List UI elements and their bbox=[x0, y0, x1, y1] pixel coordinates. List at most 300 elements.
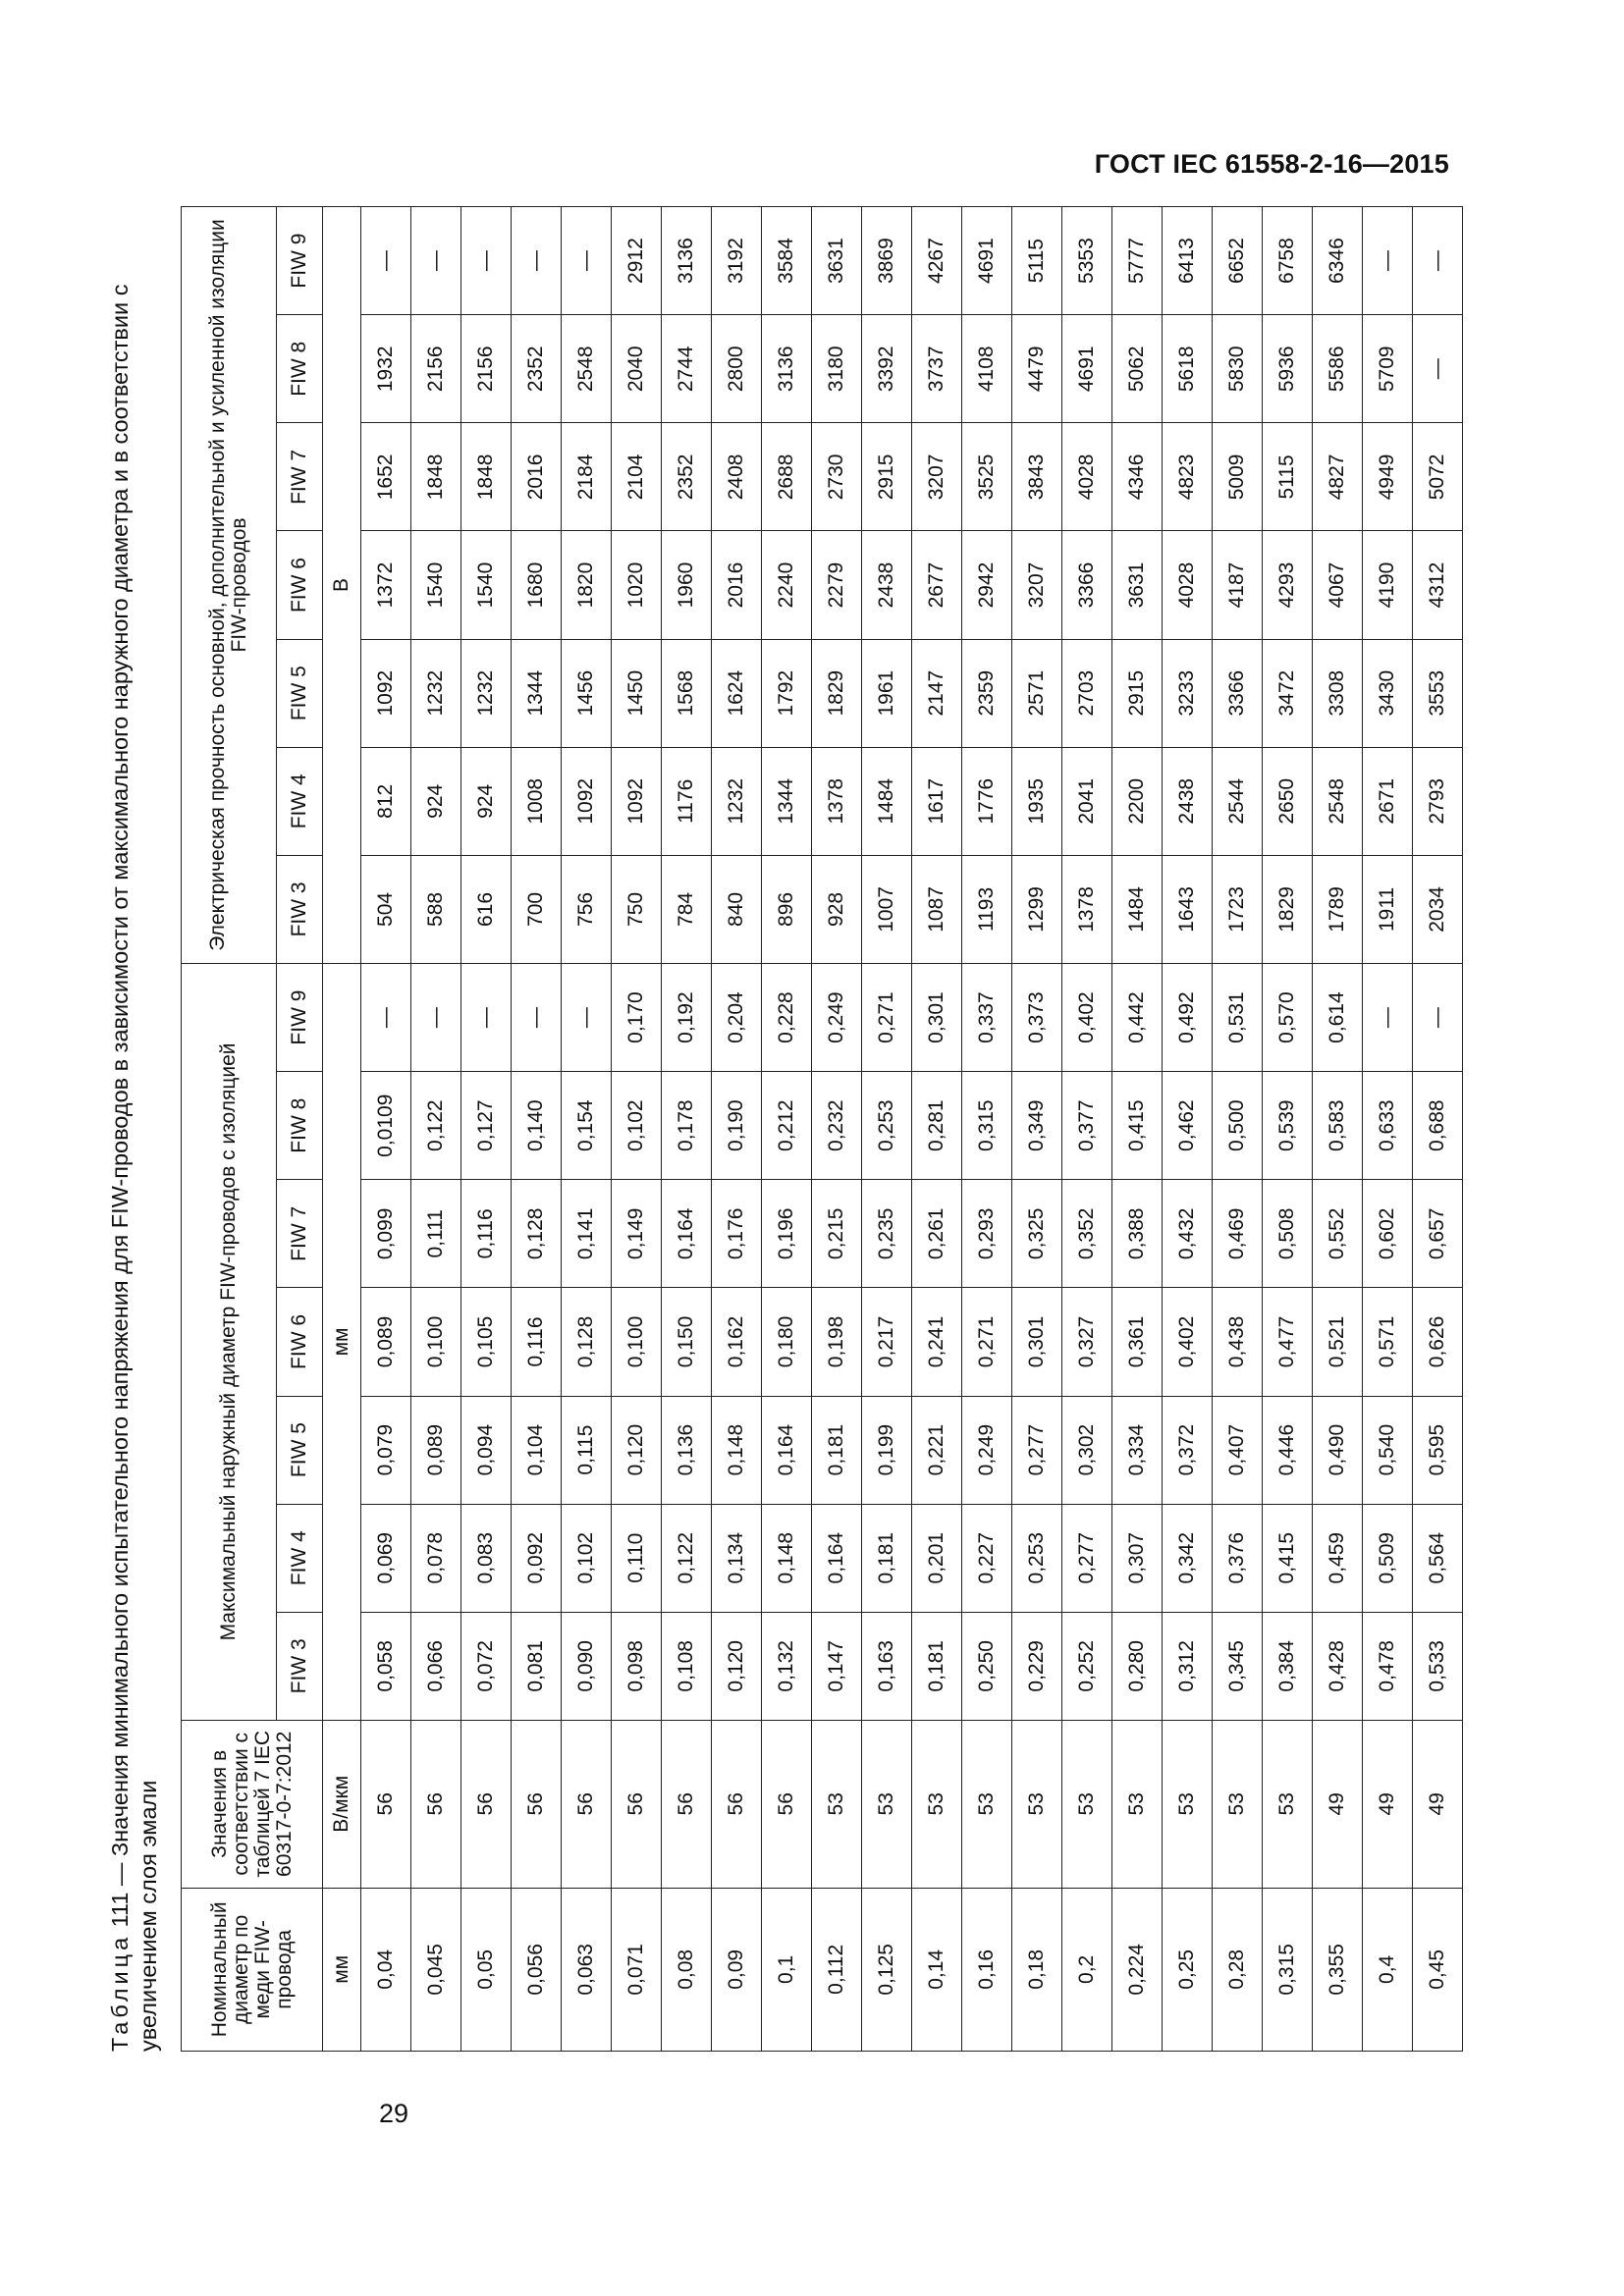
table-cell: 3430 bbox=[1363, 639, 1413, 747]
table-cell: 2688 bbox=[762, 423, 812, 531]
table-cell: 56 bbox=[411, 1720, 461, 1888]
table-row bbox=[1313, 207, 1363, 2052]
standard-designation: ГОСТ IEC 61558-2-16—2015 bbox=[1094, 149, 1449, 179]
table-cell: 0,459 bbox=[1313, 1504, 1363, 1612]
table-cell: 928 bbox=[812, 855, 862, 963]
table-cell: 0,104 bbox=[512, 1396, 562, 1504]
table-cell: 2200 bbox=[1112, 747, 1163, 855]
table-cell: 5115 bbox=[1263, 423, 1313, 531]
table-cell: 6413 bbox=[1163, 207, 1213, 315]
table-cell: 0,540 bbox=[1363, 1396, 1413, 1504]
table-cell: 0,261 bbox=[912, 1180, 962, 1288]
header-grade: FIW 8 bbox=[277, 1072, 323, 1180]
table-cell: — bbox=[361, 963, 411, 1071]
table-cell: 0,1 bbox=[762, 1888, 812, 2051]
table-cell: 56 bbox=[712, 1720, 762, 1888]
table-cell: 49 bbox=[1363, 1720, 1413, 1888]
table-cell: 0,122 bbox=[662, 1504, 712, 1612]
table-cell: 0,352 bbox=[1062, 1180, 1112, 1288]
table-cell: 0,250 bbox=[962, 1612, 1012, 1720]
table-cell: 0,28 bbox=[1213, 1888, 1263, 2051]
table-cell: 3843 bbox=[1012, 423, 1062, 531]
table-cell: 4067 bbox=[1313, 531, 1363, 639]
table-cell: 1911 bbox=[1363, 855, 1413, 963]
table-cell: 0,657 bbox=[1413, 1180, 1463, 1288]
table-cell: 0,102 bbox=[562, 1504, 612, 1612]
table-cell: 0,212 bbox=[762, 1072, 812, 1180]
table-cell: 0,115 bbox=[562, 1396, 612, 1504]
table-cell: 0,116 bbox=[512, 1288, 562, 1396]
table-cell: 2359 bbox=[962, 639, 1012, 747]
table-cell: 0,571 bbox=[1363, 1288, 1413, 1396]
table-cell: 0,407 bbox=[1213, 1396, 1263, 1504]
table-cell: 0,327 bbox=[1062, 1288, 1112, 1396]
table-cell: 1540 bbox=[461, 531, 512, 639]
table-cell: 1484 bbox=[862, 747, 912, 855]
table-cell: 2352 bbox=[662, 423, 712, 531]
table-cell: 0,228 bbox=[762, 963, 812, 1071]
table-cell: 0,192 bbox=[662, 963, 712, 1071]
table-cell: 2438 bbox=[862, 531, 912, 639]
table-cell: 0,045 bbox=[411, 1888, 461, 2051]
table-cell: 784 bbox=[662, 855, 712, 963]
table-cell: 0,148 bbox=[712, 1396, 762, 1504]
table-cell: 1344 bbox=[512, 639, 562, 747]
table-row bbox=[1112, 207, 1163, 2052]
table-cell: 0,162 bbox=[712, 1288, 762, 1396]
table-cell: — bbox=[361, 207, 411, 315]
table-cell: 0,128 bbox=[562, 1288, 612, 1396]
table-cell: 3631 bbox=[1112, 531, 1163, 639]
table-cell: 0,462 bbox=[1163, 1072, 1213, 1180]
table-cell: 840 bbox=[712, 855, 762, 963]
table-cell: 1680 bbox=[512, 531, 562, 639]
table-cell: 0,373 bbox=[1012, 963, 1062, 1071]
table-cell: 0,2 bbox=[1062, 1888, 1112, 2051]
table-row bbox=[862, 207, 912, 2052]
header-grade: FIW 7 bbox=[277, 1180, 323, 1288]
table-row bbox=[1213, 207, 1263, 2052]
table-cell: 0,224 bbox=[1112, 1888, 1163, 2051]
table-cell: 2544 bbox=[1213, 747, 1263, 855]
unit-max-outer-diameter: мм bbox=[323, 963, 361, 1720]
table-cell: 0,301 bbox=[1012, 1288, 1062, 1396]
table-cell: 3525 bbox=[962, 423, 1012, 531]
table-row bbox=[562, 207, 612, 2052]
table-cell: 0,204 bbox=[712, 963, 762, 1071]
table-cell: 0,190 bbox=[712, 1072, 762, 1180]
table-cell: 2352 bbox=[512, 315, 562, 423]
table-cell: 1176 bbox=[662, 747, 712, 855]
table-cell: 2156 bbox=[461, 315, 512, 423]
table-cell: 0,196 bbox=[762, 1180, 812, 1288]
table-cell: 1378 bbox=[1062, 855, 1112, 963]
table-cell: 0,089 bbox=[411, 1396, 461, 1504]
table-cell: 0,122 bbox=[411, 1072, 461, 1180]
table-cell: 0,277 bbox=[1062, 1504, 1112, 1612]
table-cell: 3233 bbox=[1163, 639, 1213, 747]
table-cell: 0,232 bbox=[812, 1072, 862, 1180]
table-cell: 4346 bbox=[1112, 423, 1163, 531]
table-cell: 0,164 bbox=[662, 1180, 712, 1288]
table-cell: 4190 bbox=[1363, 531, 1413, 639]
table-cell: 2571 bbox=[1012, 639, 1062, 747]
table-cell: 0,08 bbox=[662, 1888, 712, 2051]
table-cell: 2942 bbox=[962, 531, 1012, 639]
table-cell: 2793 bbox=[1413, 747, 1463, 855]
table-cell: 53 bbox=[1213, 1720, 1263, 1888]
table-cell: 0,112 bbox=[812, 1888, 862, 2051]
table-cell: 0,271 bbox=[862, 963, 912, 1071]
table-cell: 3207 bbox=[1012, 531, 1062, 639]
header-grade: FIW 3 bbox=[277, 1612, 323, 1720]
table-cell: 53 bbox=[1062, 1720, 1112, 1888]
table-cell: 1961 bbox=[862, 639, 912, 747]
table-row bbox=[612, 207, 662, 2052]
table-cell: 0,125 bbox=[862, 1888, 912, 2051]
table-cell: 0,415 bbox=[1263, 1504, 1313, 1612]
table-cell: 1456 bbox=[562, 639, 612, 747]
table-cell: 0,442 bbox=[1112, 963, 1163, 1071]
table-cell: 53 bbox=[1263, 1720, 1313, 1888]
table-cell: 0,345 bbox=[1213, 1612, 1263, 1720]
table-cell: 0,415 bbox=[1112, 1072, 1163, 1180]
table-cell: 5009 bbox=[1213, 423, 1263, 531]
table-cell: 53 bbox=[912, 1720, 962, 1888]
header-grade: FIW 5 bbox=[277, 1396, 323, 1504]
table-row bbox=[1062, 207, 1112, 2052]
table-cell: 2912 bbox=[612, 207, 662, 315]
table-cell: 1193 bbox=[962, 855, 1012, 963]
table-cell: 0,215 bbox=[812, 1180, 862, 1288]
table-cell: 5115 bbox=[1012, 207, 1062, 315]
table-cell: 1092 bbox=[612, 747, 662, 855]
table-cell: 0,315 bbox=[962, 1072, 1012, 1180]
table-cell: 1450 bbox=[612, 639, 662, 747]
table-cell: 5072 bbox=[1413, 423, 1463, 531]
table-cell: 0,136 bbox=[662, 1396, 712, 1504]
table-cell: 4827 bbox=[1313, 423, 1363, 531]
table-cell: 0,0109 bbox=[361, 1072, 411, 1180]
table-cell: 4479 bbox=[1012, 315, 1062, 423]
table-cell: 56 bbox=[762, 1720, 812, 1888]
table-cell: 0,521 bbox=[1313, 1288, 1363, 1396]
table-cell: 2703 bbox=[1062, 639, 1112, 747]
table-cell: 1007 bbox=[862, 855, 912, 963]
table-cell: 0,181 bbox=[862, 1504, 912, 1612]
table-cell: 1232 bbox=[712, 747, 762, 855]
page-number: 29 bbox=[379, 2099, 409, 2128]
table-cell: 1372 bbox=[361, 531, 411, 639]
table-cell: 2034 bbox=[1413, 855, 1463, 963]
table-cell: 0,069 bbox=[361, 1504, 411, 1612]
table-cell: 1299 bbox=[1012, 855, 1062, 963]
test-voltage-table bbox=[181, 206, 1463, 2052]
table-cell: 2104 bbox=[612, 423, 662, 531]
table-cell: 0,071 bbox=[612, 1888, 662, 2051]
table-cell: 2016 bbox=[512, 423, 562, 531]
table-body bbox=[361, 207, 1463, 2052]
table-cell: 53 bbox=[1112, 1720, 1163, 1888]
table-cell: 0,105 bbox=[461, 1288, 512, 1396]
table-cell: 1829 bbox=[812, 639, 862, 747]
table-cell: 0,066 bbox=[411, 1612, 461, 1720]
table-cell: 0,178 bbox=[662, 1072, 712, 1180]
table-cell: 1020 bbox=[612, 531, 662, 639]
table-cell: 0,181 bbox=[912, 1612, 962, 1720]
table-cell: 3631 bbox=[812, 207, 862, 315]
header-grade: FIW 3 bbox=[277, 855, 323, 963]
table-cell: 0,128 bbox=[512, 1180, 562, 1288]
table-cell: 2650 bbox=[1263, 747, 1313, 855]
table-cell: 0,500 bbox=[1213, 1072, 1263, 1180]
table-cell: — bbox=[461, 963, 512, 1071]
table-cell: 0,100 bbox=[612, 1288, 662, 1396]
table-cell: 0,315 bbox=[1263, 1888, 1313, 2051]
table-cell: — bbox=[411, 207, 461, 315]
table-cell: 896 bbox=[762, 855, 812, 963]
table-cell: 0,083 bbox=[461, 1504, 512, 1612]
table-cell: 0,633 bbox=[1363, 1072, 1413, 1180]
unit-iec-values: В/мкм bbox=[323, 1720, 361, 1888]
table-cell: 0,127 bbox=[461, 1072, 512, 1180]
table-row bbox=[762, 207, 812, 2052]
header-max-outer-diameter: Максимальный наружный диаметр FIW-проводов с изоляцией bbox=[182, 963, 277, 1720]
table-cell: 0,4 bbox=[1363, 1888, 1413, 2051]
table-cell: 0,355 bbox=[1313, 1888, 1363, 2051]
table-cell: — bbox=[562, 207, 612, 315]
table-cell: 0,281 bbox=[912, 1072, 962, 1180]
table-cell: 0,372 bbox=[1163, 1396, 1213, 1504]
table-cell: 0,342 bbox=[1163, 1504, 1213, 1612]
header-grade: FIW 7 bbox=[277, 423, 323, 531]
table-cell: 0,349 bbox=[1012, 1072, 1062, 1180]
table-cell: — bbox=[1413, 315, 1463, 423]
header-grade: FIW 9 bbox=[277, 207, 323, 315]
table-cell: 3192 bbox=[712, 207, 762, 315]
table-cell: 2800 bbox=[712, 315, 762, 423]
table-cell: 0,688 bbox=[1413, 1072, 1463, 1180]
table-cell: 0,307 bbox=[1112, 1504, 1163, 1612]
table-cell: 0,16 bbox=[962, 1888, 1012, 2051]
table-row bbox=[812, 207, 862, 2052]
table-cell: 2240 bbox=[762, 531, 812, 639]
table-row bbox=[712, 207, 762, 2052]
table-cell: 3366 bbox=[1062, 531, 1112, 639]
table-cell: 0,249 bbox=[812, 963, 862, 1071]
header-grade: FIW 6 bbox=[277, 1288, 323, 1396]
table-cell: 3472 bbox=[1263, 639, 1313, 747]
table-cell: 0,277 bbox=[1012, 1396, 1062, 1504]
table-cell: 0,376 bbox=[1213, 1504, 1263, 1612]
table-cell: 0,477 bbox=[1263, 1288, 1313, 1396]
table-cell: 0,301 bbox=[912, 963, 962, 1071]
table-cell: 0,089 bbox=[361, 1288, 411, 1396]
table-cell: 616 bbox=[461, 855, 512, 963]
table-cell: 924 bbox=[461, 747, 512, 855]
table-cell: 0,154 bbox=[562, 1072, 612, 1180]
table-cell: 3584 bbox=[762, 207, 812, 315]
table-cell: 700 bbox=[512, 855, 562, 963]
header-iec-values: Значения в соответствии с таблицей 7 IEC 60317-0-7:2012 bbox=[182, 1720, 323, 1888]
table-cell: 56 bbox=[461, 1720, 512, 1888]
table-cell: 3207 bbox=[912, 423, 962, 531]
table-cell: 6346 bbox=[1313, 207, 1363, 315]
table-cell: 0,614 bbox=[1313, 963, 1363, 1071]
table-cell: 1232 bbox=[411, 639, 461, 747]
table-cell: 0,509 bbox=[1363, 1504, 1413, 1612]
table-cell: 0,180 bbox=[762, 1288, 812, 1396]
table-cell: 0,221 bbox=[912, 1396, 962, 1504]
table-cell: — bbox=[1413, 963, 1463, 1071]
table-cell: 0,04 bbox=[361, 1888, 411, 2051]
table-cell: 0,312 bbox=[1163, 1612, 1213, 1720]
table-cell: 49 bbox=[1313, 1720, 1363, 1888]
table-cell: 0,241 bbox=[912, 1288, 962, 1396]
table-cell: 0,492 bbox=[1163, 963, 1213, 1071]
table-cell: 0,201 bbox=[912, 1504, 962, 1612]
table-cell: 56 bbox=[562, 1720, 612, 1888]
table-cell: 0,249 bbox=[962, 1396, 1012, 1504]
table-cell: 0,108 bbox=[662, 1612, 712, 1720]
table-cell: 1092 bbox=[562, 747, 612, 855]
table-cell: 2677 bbox=[912, 531, 962, 639]
table-cell: 53 bbox=[862, 1720, 912, 1888]
rotated-table-block bbox=[106, 206, 1461, 2052]
table-cell: — bbox=[1413, 207, 1463, 315]
table-caption bbox=[106, 206, 163, 2052]
table-cell: 0,09 bbox=[712, 1888, 762, 2051]
table-cell: 0,092 bbox=[512, 1504, 562, 1612]
table-cell: 0,098 bbox=[612, 1612, 662, 1720]
table-cell: 1848 bbox=[411, 423, 461, 531]
table-cell: 0,063 bbox=[562, 1888, 612, 2051]
table-cell: 0,149 bbox=[612, 1180, 662, 1288]
table-cell: 0,056 bbox=[512, 1888, 562, 2051]
table-cell: 1624 bbox=[712, 639, 762, 747]
table-cell: 5062 bbox=[1112, 315, 1163, 423]
header-grade: FIW 6 bbox=[277, 531, 323, 639]
table-cell: 1344 bbox=[762, 747, 812, 855]
header-grade: FIW 5 bbox=[277, 639, 323, 747]
table-cell: 2438 bbox=[1163, 747, 1213, 855]
table-row bbox=[1263, 207, 1313, 2052]
table-cell: 3136 bbox=[662, 207, 712, 315]
table-cell: — bbox=[411, 963, 461, 1071]
table-cell: 0,170 bbox=[612, 963, 662, 1071]
header-grade: FIW 8 bbox=[277, 315, 323, 423]
header-grade: FIW 4 bbox=[277, 1504, 323, 1612]
table-cell: 0,116 bbox=[461, 1180, 512, 1288]
table-cell: 5777 bbox=[1112, 207, 1163, 315]
table-cell: 0,176 bbox=[712, 1180, 762, 1288]
table-cell: 0,217 bbox=[862, 1288, 912, 1396]
table-cell: 750 bbox=[612, 855, 662, 963]
table-cell: 6652 bbox=[1213, 207, 1263, 315]
table-cell: 3366 bbox=[1213, 639, 1263, 747]
table-cell: 4949 bbox=[1363, 423, 1413, 531]
table-cell: 4691 bbox=[962, 207, 1012, 315]
table-cell: 4108 bbox=[962, 315, 1012, 423]
table-cell: 0,150 bbox=[662, 1288, 712, 1396]
table-cell: 0,626 bbox=[1413, 1288, 1463, 1396]
table-cell: 0,533 bbox=[1413, 1612, 1463, 1720]
table-cell: 2184 bbox=[562, 423, 612, 531]
table-cell: 756 bbox=[562, 855, 612, 963]
table-cell: 0,388 bbox=[1112, 1180, 1163, 1288]
table-cell: 5936 bbox=[1263, 315, 1313, 423]
table-cell: 0,14 bbox=[912, 1888, 962, 2051]
table-cell: 1652 bbox=[361, 423, 411, 531]
table-cell: 1792 bbox=[762, 639, 812, 747]
table-cell: 0,079 bbox=[361, 1396, 411, 1504]
table-cell: 0,147 bbox=[812, 1612, 862, 1720]
table-row bbox=[1363, 207, 1413, 2052]
table-cell: 1776 bbox=[962, 747, 1012, 855]
table-row bbox=[662, 207, 712, 2052]
table-cell: 0,120 bbox=[712, 1612, 762, 1720]
table-cell: 0,253 bbox=[862, 1072, 912, 1180]
table-cell: 0,478 bbox=[1363, 1612, 1413, 1720]
table-caption-label: Таблица bbox=[107, 1933, 133, 2052]
table-cell: 1932 bbox=[361, 315, 411, 423]
table-cell: 2744 bbox=[662, 315, 712, 423]
table-cell: 0,132 bbox=[762, 1612, 812, 1720]
table-cell: 4187 bbox=[1213, 531, 1263, 639]
table-cell: 2671 bbox=[1363, 747, 1413, 855]
unit-dielectric-strength: В bbox=[323, 207, 361, 964]
table-cell: 1935 bbox=[1012, 747, 1062, 855]
table-cell: 1484 bbox=[1112, 855, 1163, 963]
table-cell: 0,583 bbox=[1313, 1072, 1363, 1180]
table-cell: 0,18 bbox=[1012, 1888, 1062, 2051]
table-cell: — bbox=[1363, 963, 1413, 1071]
table-cell: 4028 bbox=[1163, 531, 1213, 639]
table-cell: 0,438 bbox=[1213, 1288, 1263, 1396]
table-cell: 0,141 bbox=[562, 1180, 612, 1288]
table-cell: 0,552 bbox=[1313, 1180, 1363, 1288]
table-cell: 0,377 bbox=[1062, 1072, 1112, 1180]
table-cell: 0,198 bbox=[812, 1288, 862, 1396]
table-cell: 0,432 bbox=[1163, 1180, 1213, 1288]
table-cell: 0,164 bbox=[762, 1396, 812, 1504]
table-cell: 1789 bbox=[1313, 855, 1363, 963]
table-cell: 0,570 bbox=[1263, 963, 1313, 1071]
table-cell: 812 bbox=[361, 747, 411, 855]
table-cell: 0,05 bbox=[461, 1888, 512, 2051]
table-cell: 1540 bbox=[411, 531, 461, 639]
table-row bbox=[1012, 207, 1062, 2052]
table-cell: 5709 bbox=[1363, 315, 1413, 423]
table-cell: 53 bbox=[812, 1720, 862, 1888]
table-cell: 1232 bbox=[461, 639, 512, 747]
table-cell: 0,110 bbox=[612, 1504, 662, 1612]
table-cell: 4312 bbox=[1413, 531, 1463, 639]
table-cell: 0,402 bbox=[1163, 1288, 1213, 1396]
table-cell: 56 bbox=[361, 1720, 411, 1888]
table-cell: 5353 bbox=[1062, 207, 1112, 315]
table-cell: 2016 bbox=[712, 531, 762, 639]
table-cell: 0,163 bbox=[862, 1612, 912, 1720]
table-cell: 588 bbox=[411, 855, 461, 963]
table-cell: 0,229 bbox=[1012, 1612, 1062, 1720]
table-row bbox=[411, 207, 461, 2052]
table-cell: 0,120 bbox=[612, 1396, 662, 1504]
table-cell: 1568 bbox=[662, 639, 712, 747]
table-cell: 5618 bbox=[1163, 315, 1213, 423]
table-cell: 3180 bbox=[812, 315, 862, 423]
table-cell: 53 bbox=[962, 1720, 1012, 1888]
